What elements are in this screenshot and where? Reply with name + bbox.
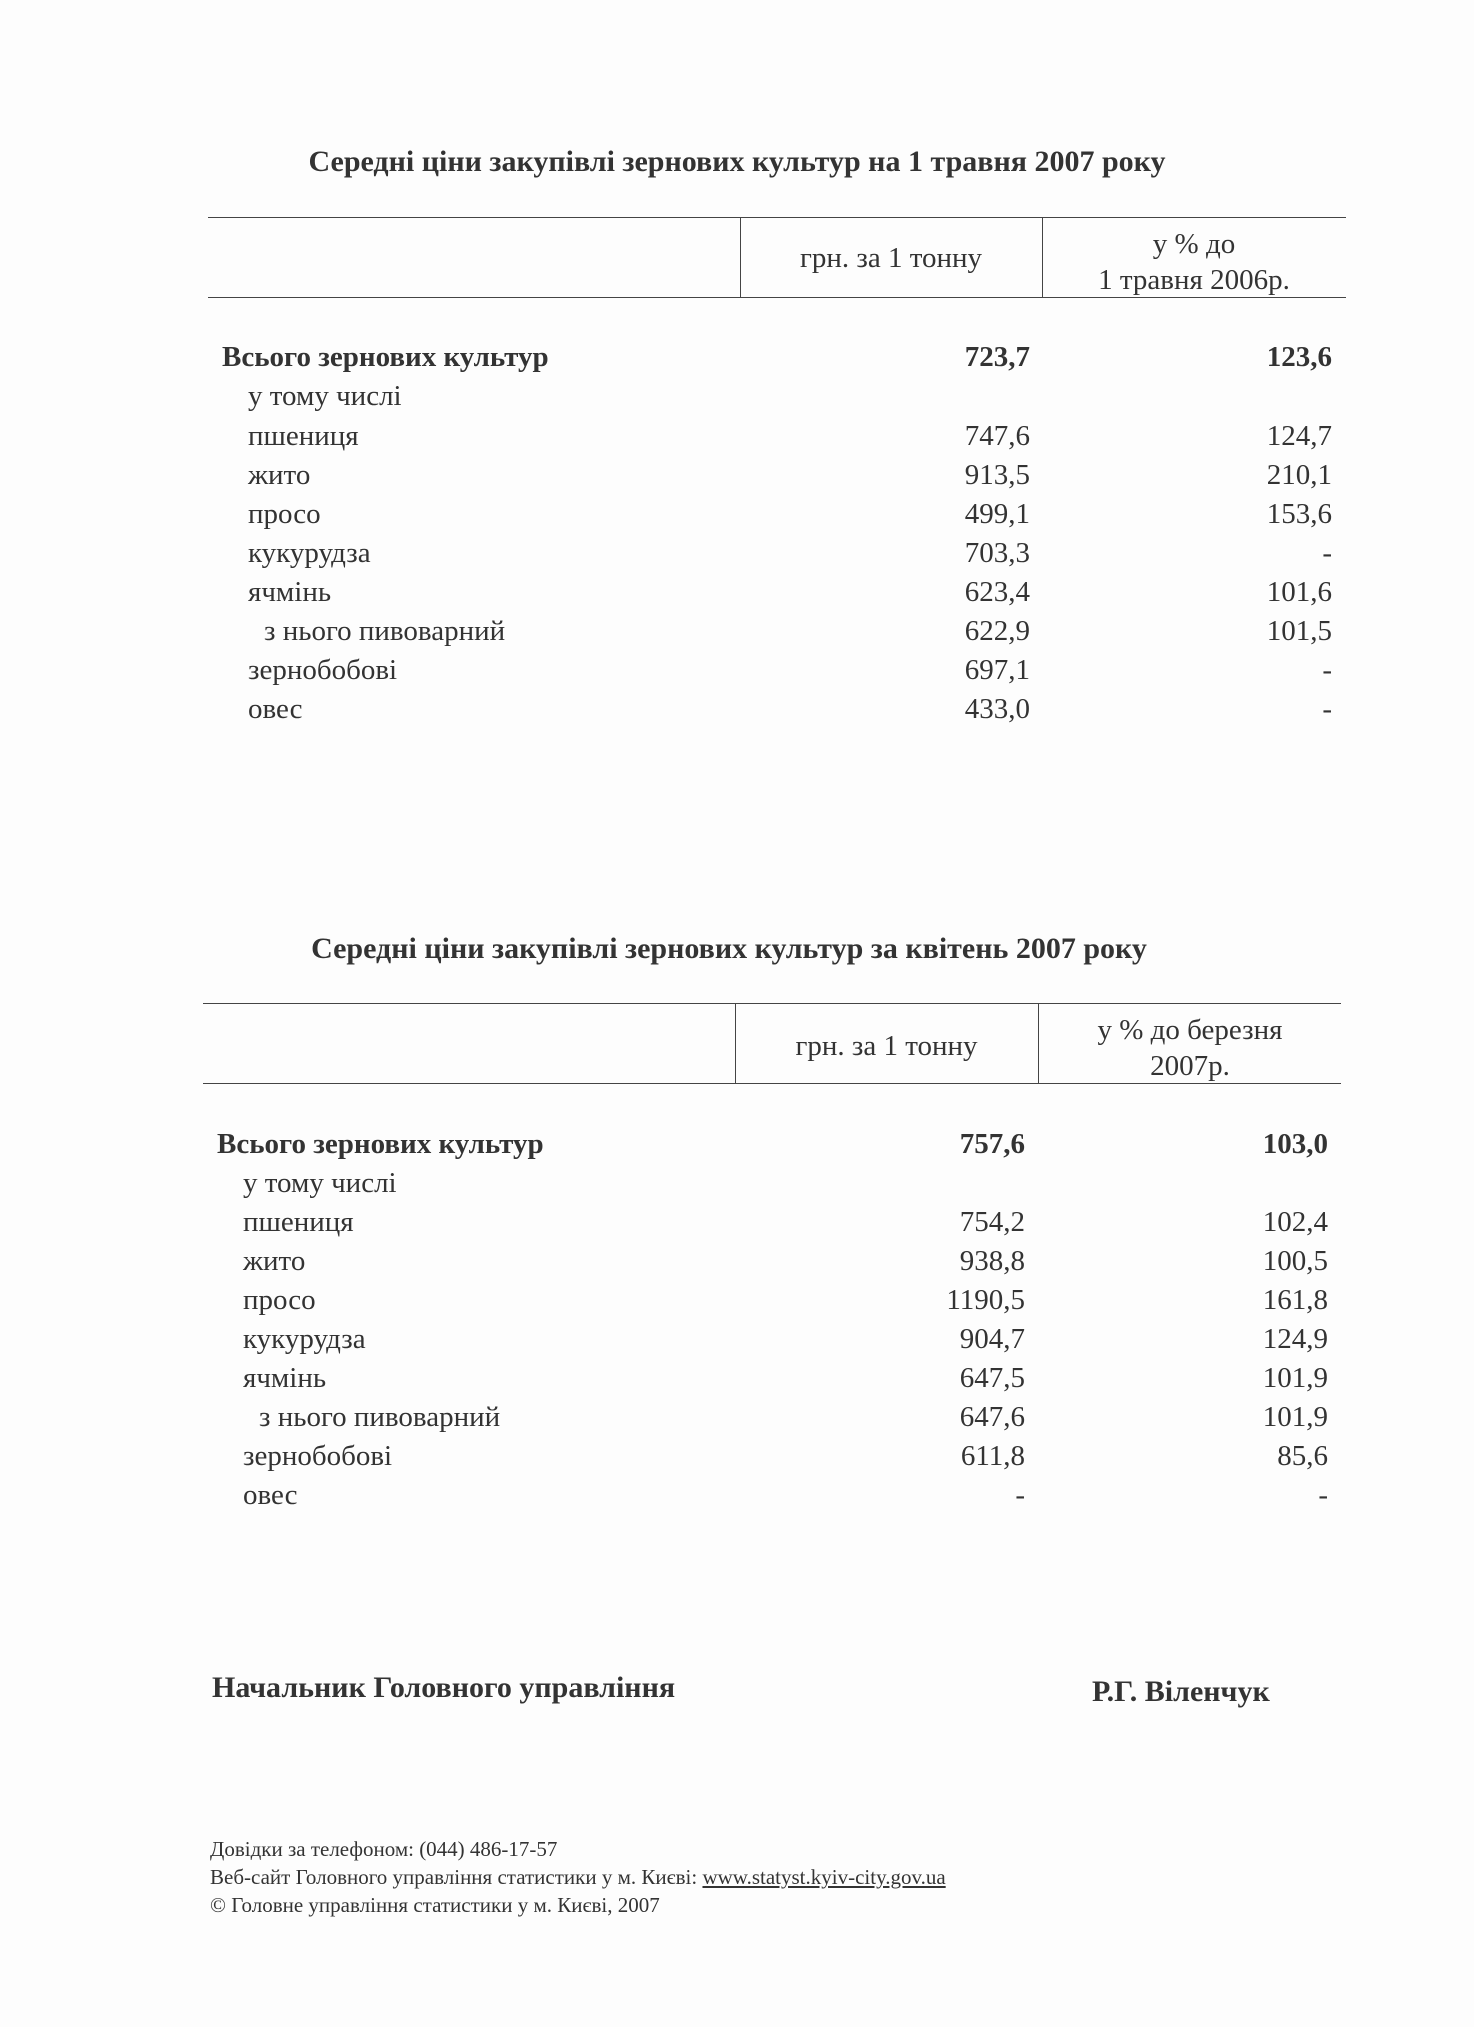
table1-divider-1 <box>740 218 741 297</box>
row-value-percent: 101,9 <box>1262 1362 1328 1394</box>
table2-col2-header-line2: 2007р. <box>1150 1050 1230 1082</box>
row-label: кукурудза <box>243 1323 366 1355</box>
footer-copyright: © Головне управління статистики у м. Києві, 2007 <box>210 1893 660 1917</box>
row-label: овес <box>243 1479 298 1511</box>
row-value-uah: 499,1 <box>964 498 1030 530</box>
row-value-percent: - <box>1318 1479 1328 1511</box>
table2-col2-header <box>1040 1012 1340 1084</box>
row-label: зернобобові <box>243 1440 393 1472</box>
row-label: ячмінь <box>243 1362 327 1394</box>
row-value-uah: 611,8 <box>960 1440 1025 1472</box>
row-label: просо <box>248 498 321 530</box>
row-value-percent: 100,5 <box>1262 1245 1328 1277</box>
row-label: ячмінь <box>248 576 332 608</box>
row-value-uah: 757,6 <box>959 1128 1025 1160</box>
row-value-percent: - <box>1322 654 1332 686</box>
row-value-uah: 938,8 <box>959 1245 1025 1277</box>
row-value-percent: - <box>1322 693 1332 725</box>
table2-col2-header-line1: у % до березня <box>1097 1014 1283 1046</box>
row-label: у тому числі <box>248 380 402 412</box>
table1-title: Середні ціни закупівлі зернових культур на 1 травня 2007 року <box>308 145 1166 178</box>
footer-phone: Довідки за телефоном: (044) 486-17-57 <box>210 1837 558 1861</box>
row-value-uah: 623,4 <box>964 576 1030 608</box>
row-label: жито <box>248 459 311 491</box>
row-value-uah: 703,3 <box>964 537 1030 569</box>
row-label: зернобобові <box>248 654 398 686</box>
row-label: кукурудза <box>248 537 371 569</box>
row-label: у тому числі <box>243 1167 397 1199</box>
row-value-percent: 124,7 <box>1266 420 1332 452</box>
row-value-uah: 1190,5 <box>946 1284 1025 1316</box>
table2-divider-1 <box>735 1004 736 1083</box>
row-label: Всього зернових культур <box>222 341 549 373</box>
row-label: просо <box>243 1284 316 1316</box>
table1-col1-header: грн. за 1 тонну <box>799 242 983 274</box>
row-value-percent: 210,1 <box>1266 459 1332 491</box>
table1-col2-header-line1: у % до <box>1152 228 1236 260</box>
row-value-uah: 697,1 <box>964 654 1030 686</box>
row-value-percent: 85,6 <box>1277 1440 1328 1472</box>
row-label: Всього зернових культур <box>217 1128 544 1160</box>
row-value-percent: 123,6 <box>1266 341 1332 373</box>
row-value-percent: - <box>1322 537 1332 569</box>
signature-position: Начальник Головного управління <box>212 1671 676 1704</box>
row-value-uah: 433,0 <box>964 693 1030 725</box>
row-value-uah: 904,7 <box>959 1323 1025 1355</box>
row-value-uah: 754,2 <box>959 1206 1025 1238</box>
footer-website <box>210 1865 946 1890</box>
row-label: пшениця <box>248 420 359 452</box>
footer-website-prefix: Веб-сайт Головного управління статистики у м. Києві: <box>210 1865 703 1889</box>
row-value-percent: 103,0 <box>1262 1128 1328 1160</box>
table1-top-rule <box>208 217 1346 218</box>
row-label: жито <box>243 1245 306 1277</box>
row-value-uah: 647,5 <box>959 1362 1025 1394</box>
row-label: пшениця <box>243 1206 354 1238</box>
row-value-uah: 913,5 <box>964 459 1030 491</box>
row-value-percent: 101,5 <box>1266 615 1332 647</box>
row-label: з нього пивоварний <box>264 615 506 647</box>
row-value-uah: - <box>1015 1479 1025 1511</box>
table1-divider-2 <box>1042 218 1043 297</box>
website-link[interactable]: www.statyst.kyiv-city.gov.ua <box>702 1865 946 1889</box>
row-value-percent: 101,9 <box>1262 1401 1328 1433</box>
row-label: з нього пивоварний <box>259 1401 501 1433</box>
table2-title: Середні ціни закупівлі зернових культур за квітень 2007 року <box>311 932 1147 965</box>
table2-col1-header: грн. за 1 тонну <box>795 1030 978 1062</box>
table2-divider-2 <box>1038 1004 1039 1083</box>
row-value-percent: 161,8 <box>1262 1284 1328 1316</box>
row-value-uah: 647,6 <box>959 1401 1025 1433</box>
row-value-uah: 747,6 <box>964 420 1030 452</box>
row-value-percent: 124,9 <box>1262 1323 1328 1355</box>
row-value-uah: 622,9 <box>964 615 1030 647</box>
row-value-percent: 101,6 <box>1266 576 1332 608</box>
table2-top-rule <box>203 1003 1341 1004</box>
row-label: овес <box>248 693 303 725</box>
table1-col2-header-line2: 1 травня 2006р. <box>1098 264 1290 296</box>
row-value-uah: 723,7 <box>964 341 1030 373</box>
signature-name: Р.Г. Віленчук <box>1092 1675 1270 1708</box>
row-value-percent: 153,6 <box>1266 498 1332 530</box>
table1-col2-header <box>1044 226 1344 298</box>
row-value-percent: 102,4 <box>1262 1206 1328 1238</box>
